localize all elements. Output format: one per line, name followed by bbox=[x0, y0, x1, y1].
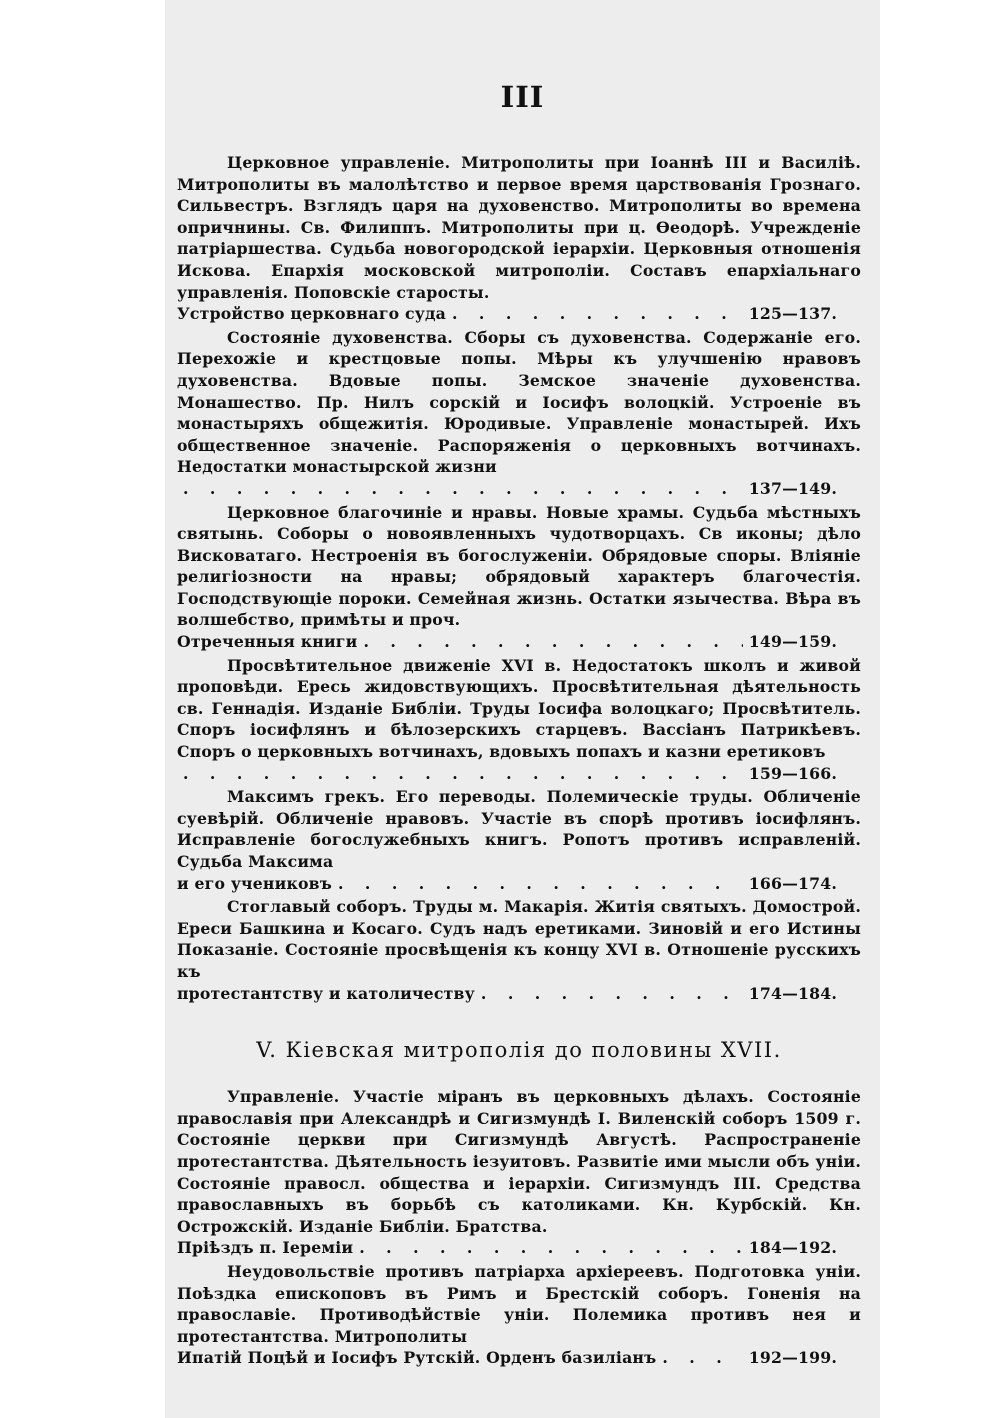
toc-entry-body: Управленіе. Участіе міранъ въ церковныхъ дѣлахъ. Состояніе православія при Александрѣ и Сигизмундѣ I. Виленскій соборъ 1509 г. Состояніе церкви при Сигизмундѣ Августѣ. Распространеніе протестантства. Дѣятельность іезуитовъ. Развитіе ими мысли объ уніи. Состояніе правосл. общества и іерархіи. Сигизмундъ III. Средства православныхъ въ борьбѣ съ католиками. Кн. Курбскій. Кн. Острожскій. Изданіе Библіи. Братства. bbox=[177, 1087, 861, 1236]
toc-entry-last-line: Ипатій Поцѣй и Іосифъ Рутскій. Орденъ базиліанъ bbox=[177, 1348, 657, 1368]
dot-leader bbox=[363, 631, 742, 653]
toc-entry-last-line: Устройство церковнаго суда bbox=[177, 304, 446, 324]
toc-entry-line bbox=[177, 631, 861, 653]
dot-leader bbox=[662, 1347, 742, 1369]
toc-entry-line bbox=[177, 873, 861, 895]
page-range: 174—184. bbox=[748, 983, 837, 1003]
page-range: 166—174. bbox=[748, 873, 837, 893]
toc-entry-body: Неудовольствіе противъ патріарха архіереевъ. Подготовка уніи. Поѣздка епископовъ въ Римъ и Брестскій соборъ. Гоненія на православіе. Противодѣйствіе уніи. Полемика противъ нея и протестантства. Митрополиты bbox=[177, 1261, 861, 1346]
toc-entry-body: Просвѣтительное движеніе XVI в. Недостатокъ школъ и живой проповѣди. Ересь жидовствующихъ. Просвѣтительная дѣятельность св. Геннадія. Изданіе Библіи. Труды Іосифа волоцкаго; Просвѣтитель. Споръ іосифлянъ и бѣлозерскихъ старцевъ. Вассіанъ Патрикѣевъ. Споръ о церковныхъ вотчинахъ, вдовыхъ попахъ и казни еретиковъ bbox=[177, 655, 861, 762]
page-range: 192—199. bbox=[748, 1348, 837, 1368]
dot-leader bbox=[183, 763, 743, 785]
toc-entry-line bbox=[177, 1347, 861, 1369]
toc-entry-last-line: Пріѣздъ п. Іереміи bbox=[177, 1238, 354, 1258]
section-heading: V. Кіевская митрополія до половины XVII. bbox=[256, 1038, 782, 1063]
page-range: 184—192. bbox=[748, 1238, 837, 1258]
page-range: 125—137. bbox=[748, 304, 837, 324]
toc-entry-line bbox=[177, 478, 861, 500]
toc-entry-line bbox=[177, 983, 861, 1005]
dot-leader bbox=[452, 303, 743, 325]
toc-entry-line bbox=[177, 763, 861, 785]
page-range: 159—166. bbox=[748, 763, 837, 783]
toc-entry-last-line: Отреченныя книги bbox=[177, 632, 358, 652]
toc-entry-body: Церковное благочиніе и нравы. Новые храмы. Судьба мѣстныхъ святынь. Соборы о новоявленныхъ чудотворцахъ. Св иконы; дѣло Висковатаго. Нестроенія въ богослуженіи. Обрядовые споры. Вліяніе религіозности на нравы; обрядовый характеръ благочестія. Господствующіе пороки. Семейная жизнь. Остатки язычества. Вѣра въ волшебство, примѣты и проч. bbox=[177, 502, 861, 630]
toc-entry-line bbox=[177, 1237, 861, 1259]
page-range: 137—149. bbox=[748, 478, 837, 498]
dot-leader bbox=[359, 1237, 743, 1259]
toc-entry-line bbox=[177, 303, 861, 325]
dot-leader bbox=[338, 873, 743, 895]
toc-entry-body: Состояніе духовенства. Сборы съ духовенства. Содержаніе его. Перехожіе и крестцовые попы. Мѣры къ улучшенію нравовъ духовенства. Вдовые попы. Земское значеніе духовенства. Монашество. Пр. Нилъ сорскій и Іосифъ волоцкій. Устроеніе въ монастыряхъ общежитія. Юродивые. Управленіе монастырей. Ихъ общественное значеніе. Распоряженія о церковныхъ вотчинахъ. Недостатки монастырской жизни bbox=[177, 327, 861, 477]
document-page bbox=[165, 0, 880, 1418]
toc-entry-body: Церковное управленіе. Митрополиты при Іоаннѣ III и Василіѣ. Митрополиты въ малолѣтство и первое время царствованія Грознаго. Сильвестръ. Взглядъ царя на духовенство. Митрополиты во времена опричнины. Св. Филиппъ. Митрополиты при ц. Ѳеодорѣ. Учрежденіе патріаршества. Судьба новогородской іерархіи. Церковныя отношенія Искова. Епархія московской митрополіи. Составъ епархіальнаго управленія. Поповскіе старосты. bbox=[177, 153, 861, 302]
page-number: III bbox=[500, 80, 545, 114]
toc-entry-last-line: протестантству и католичеству bbox=[177, 983, 475, 1003]
toc-entry-body: Стоглавый соборъ. Труды м. Макарія. Житія святыхъ. Домострой. Ереси Башкина и Косаго. Судъ надъ еретиками. Зиновій и его Истины Показаніе. Состояніе просвѣщенія къ концу XVI в. Отношеніе русскихъ къ bbox=[177, 897, 861, 981]
dot-leader bbox=[183, 478, 743, 500]
page-range: 149—159. bbox=[748, 632, 837, 652]
toc-entry-body: Максимъ грекъ. Его переводы. Полемическіе труды. Обличеніе суевѣрій. Обличеніе нравовъ. Участіе въ спорѣ противъ іосифлянъ. Исправленіе богослужебныхъ книгъ. Ропотъ противъ исправленій. Судьба Максима bbox=[177, 787, 861, 871]
dot-leader bbox=[481, 983, 743, 1005]
toc-entry-last-line: и его учениковъ bbox=[177, 873, 332, 893]
table-of-contents bbox=[177, 152, 861, 1371]
